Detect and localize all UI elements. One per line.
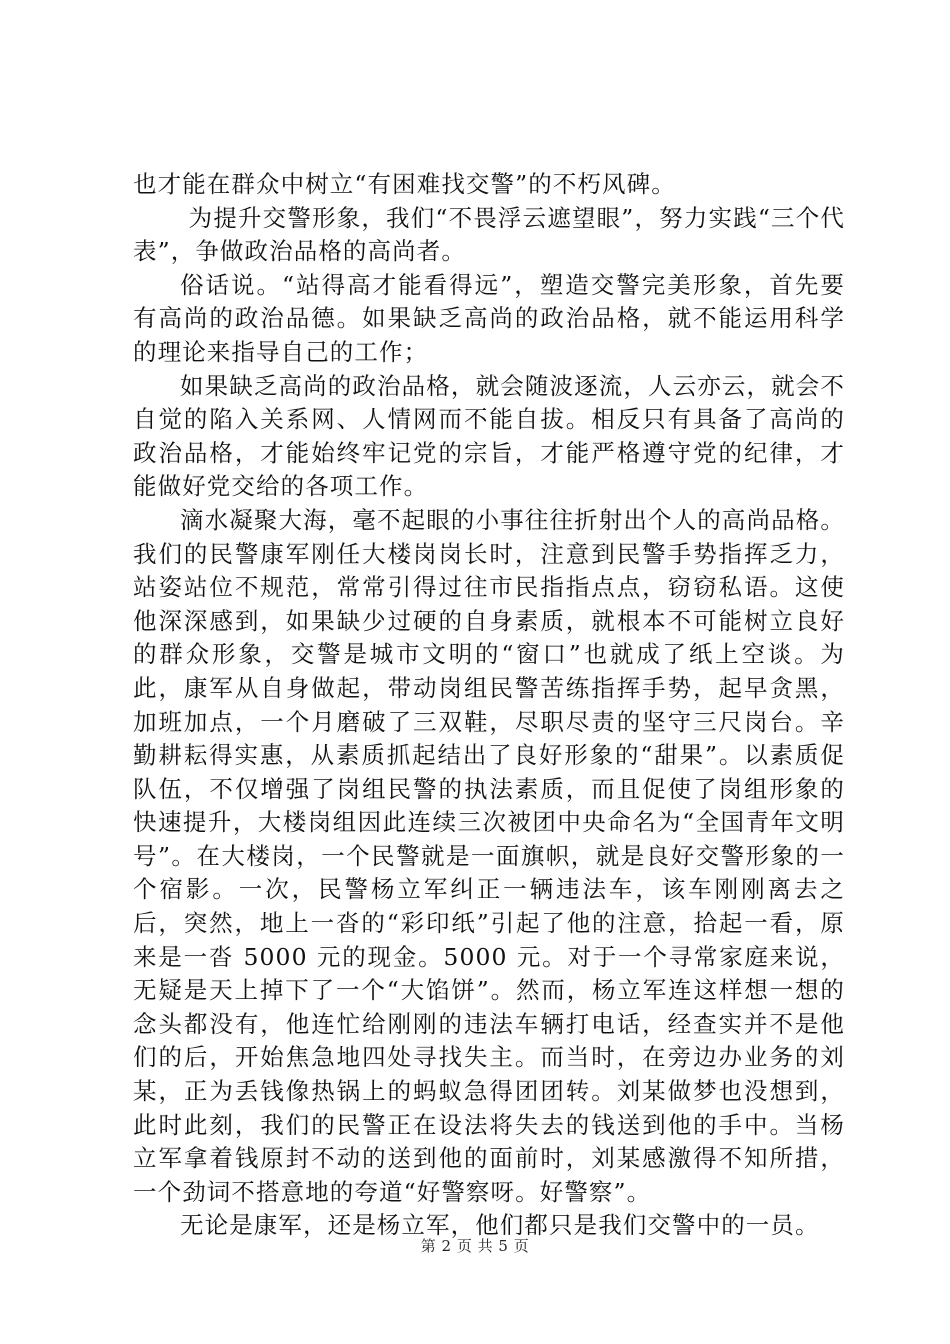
page-number-footer: 第 2 页 共 5 页 [420,1237,530,1255]
paragraph-2: 为提升交警形象，我们“不畏浮云遮望眼”，努力实践“三个代表”，争做政治品格的高尚者。 [133,203,846,266]
paragraph-4: 如果缺乏高尚的政治品格，就会随波逐流，人云亦云，就会不自觉的陷入关系网、人情网而不能自拔。相反只有具备了高尚的政治品格，才能始终牢记党的宗旨，才能严格遵守党的纪律，才能做好党交给的各项工作。 [133,371,845,501]
paragraph-5: 滴水凝聚大海，毫不起眼的小事往往折射出个人的高尚品格。我们的民警康军刚任大楼岗岗长时，注意到民警手势指挥乏力，站姿站位不规范，常常引得过往市民指指点点，窃窃私语。这使他深深感到，如果缺少过硬的自身素质，就根本不可能树立良好的群众形象，交警是城市文明的“窗口”也就成了纸上空谈。为此，康军从自身做起，带动岗组民警苦练指挥手势，起早贪黑，加班加点，一个月磨破了三双鞋，尽职尽责的坚守三尺岗台。辛勤耕耘得实惠，从素质抓起结出了良好形象的“甜果”。以素质促队伍，不仅增强了岗组民警的执法素质，而且促使了岗组形象的快速提升，大楼岗组因此连续三次被团中央命名为“全国青年文明号”。在大楼岗，一个民警就是一面旗帜，就是良好交警形象的一个宿影。一次，民警杨立军纠正一辆违法车，该车刚刚离去之后，突然，地上一沓的“彩印纸”引起了他的注意，拾起一看，原来是一沓 5000 元的现金。5000 元。对于一个寻常家庭来说，无疑是天上掉下了一个“大馅饼”。然而，杨立军连这样想一想的念头都没有，他连忙给刚刚的违法车辆打电话，经查实并不是他们的后，开始焦急地四处寻找失主。而当时，在旁边办业务的刘某，正为丢钱像热锅上的蚂蚁急得团团转。刘某做梦也没想到，此时此刻，我们的民警正在设法将失去的钱送到他的手中。当杨立军拿着钱原封不动的送到他的面前时，刘某感激得不知所措，一个劲词不搭意地的夸道“好警察呀。好警察”。 [133,505,845,1206]
paragraph-3: 俗话说。“站得高才能看得远”，塑造交警完美形象，首先要有高尚的政治品德。如果缺乏高尚的政治品格，就不能运用科学的理论来指导自己的工作； [133,270,845,366]
paragraph-6: 无论是康军，还是杨立军，他们都只是我们交警中的一员。 [180,1211,820,1240]
document-body [133,168,845,1243]
paragraph-1: 也才能在群众中树立“有困难找交警”的不朽风碑。 [133,170,676,198]
